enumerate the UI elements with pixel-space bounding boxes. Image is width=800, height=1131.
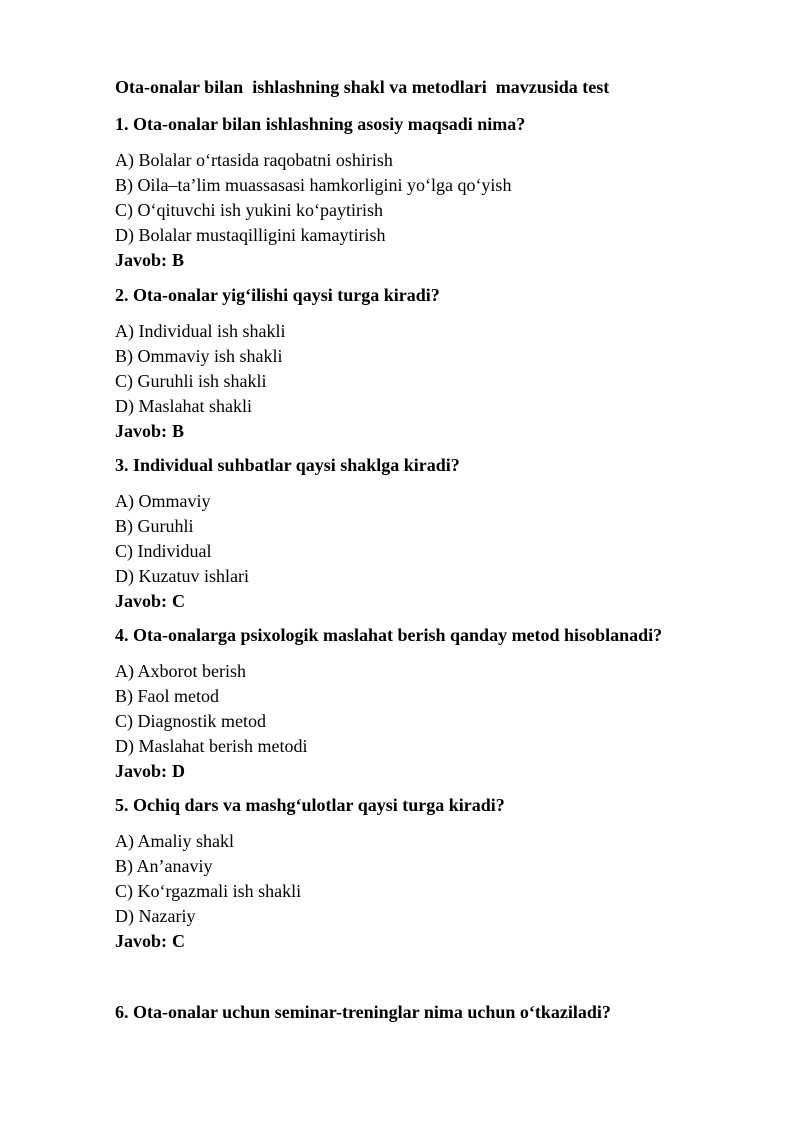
question-title: 3. Individual suhbatlar qaysi shaklga kiradi? — [115, 455, 460, 475]
answer-line — [115, 589, 775, 614]
answer-value: C — [172, 931, 186, 951]
question-title: 4. Ota-onalarga psixologik maslahat berish qanday metod hisoblanadi? — [115, 625, 663, 645]
option-c: C) Guruhli ish shakli — [115, 371, 267, 391]
option-c: C) O‘qituvchi ish yukini ko‘paytirish — [115, 200, 383, 220]
answer-value: B — [172, 250, 185, 270]
question-6 — [115, 1001, 775, 1036]
answer-label: Javob: — [115, 761, 168, 781]
question-4 — [115, 624, 775, 784]
option-c: C) Ko‘rgazmali ish shakli — [115, 881, 302, 901]
question-1 — [115, 113, 775, 273]
answer-value: C — [172, 591, 186, 611]
option-d: D) Nazariy — [115, 906, 196, 926]
option-a: A) Ommaviy — [115, 491, 211, 511]
option-b: B) An’anaviy — [115, 856, 213, 876]
option-c: C) Individual — [115, 541, 212, 561]
answer-line — [115, 419, 775, 444]
answer-value: B — [172, 421, 185, 441]
option-b: B) Ommaviy ish shakli — [115, 346, 283, 366]
option-a: A) Amaliy shakl — [115, 831, 234, 851]
option-d: D) Maslahat berish metodi — [115, 736, 308, 756]
answer-label: Javob: — [115, 931, 168, 951]
question-2 — [115, 284, 775, 444]
option-c: C) Diagnostik metod — [115, 711, 266, 731]
option-a: A) Individual ish shakli — [115, 321, 286, 341]
question-title: 2. Ota-onalar yig‘ilishi qaysi turga kiradi? — [115, 285, 440, 305]
option-a: A) Bolalar o‘rtasida raqobatni oshirish — [115, 150, 393, 170]
answer-line — [115, 929, 775, 954]
option-d: D) Bolalar mustaqilligini kamaytirish — [115, 225, 386, 245]
option-b: B) Faol metod — [115, 686, 219, 706]
option-b: B) Oila–ta’lim muassasasi hamkorligini yo‘lga qo‘yish — [115, 175, 512, 195]
question-5 — [115, 794, 775, 954]
option-a: A) Axborot berish — [115, 661, 246, 681]
answer-value: D — [172, 761, 186, 781]
question-title: 6. Ota-onalar uchun seminar-treninglar nima uchun o‘tkaziladi? — [115, 1002, 611, 1022]
answer-line — [115, 248, 775, 273]
answer-label: Javob: — [115, 250, 168, 270]
answer-line — [115, 759, 775, 784]
answer-label: Javob: — [115, 421, 168, 441]
document-title: Ota-onalar bilan ishlashning shakl va metodlari mavzusida test — [115, 77, 610, 97]
answer-label: Javob: — [115, 591, 168, 611]
option-b: B) Guruhli — [115, 516, 194, 536]
option-d: D) Maslahat shakli — [115, 396, 252, 416]
question-title: 1. Ota-onalar bilan ishlashning asosiy maqsadi nima? — [115, 114, 526, 134]
question-title: 5. Ochiq dars va mashg‘ulotlar qaysi turga kiradi? — [115, 795, 505, 815]
option-d: D) Kuzatuv ishlari — [115, 566, 249, 586]
question-3 — [115, 454, 775, 614]
